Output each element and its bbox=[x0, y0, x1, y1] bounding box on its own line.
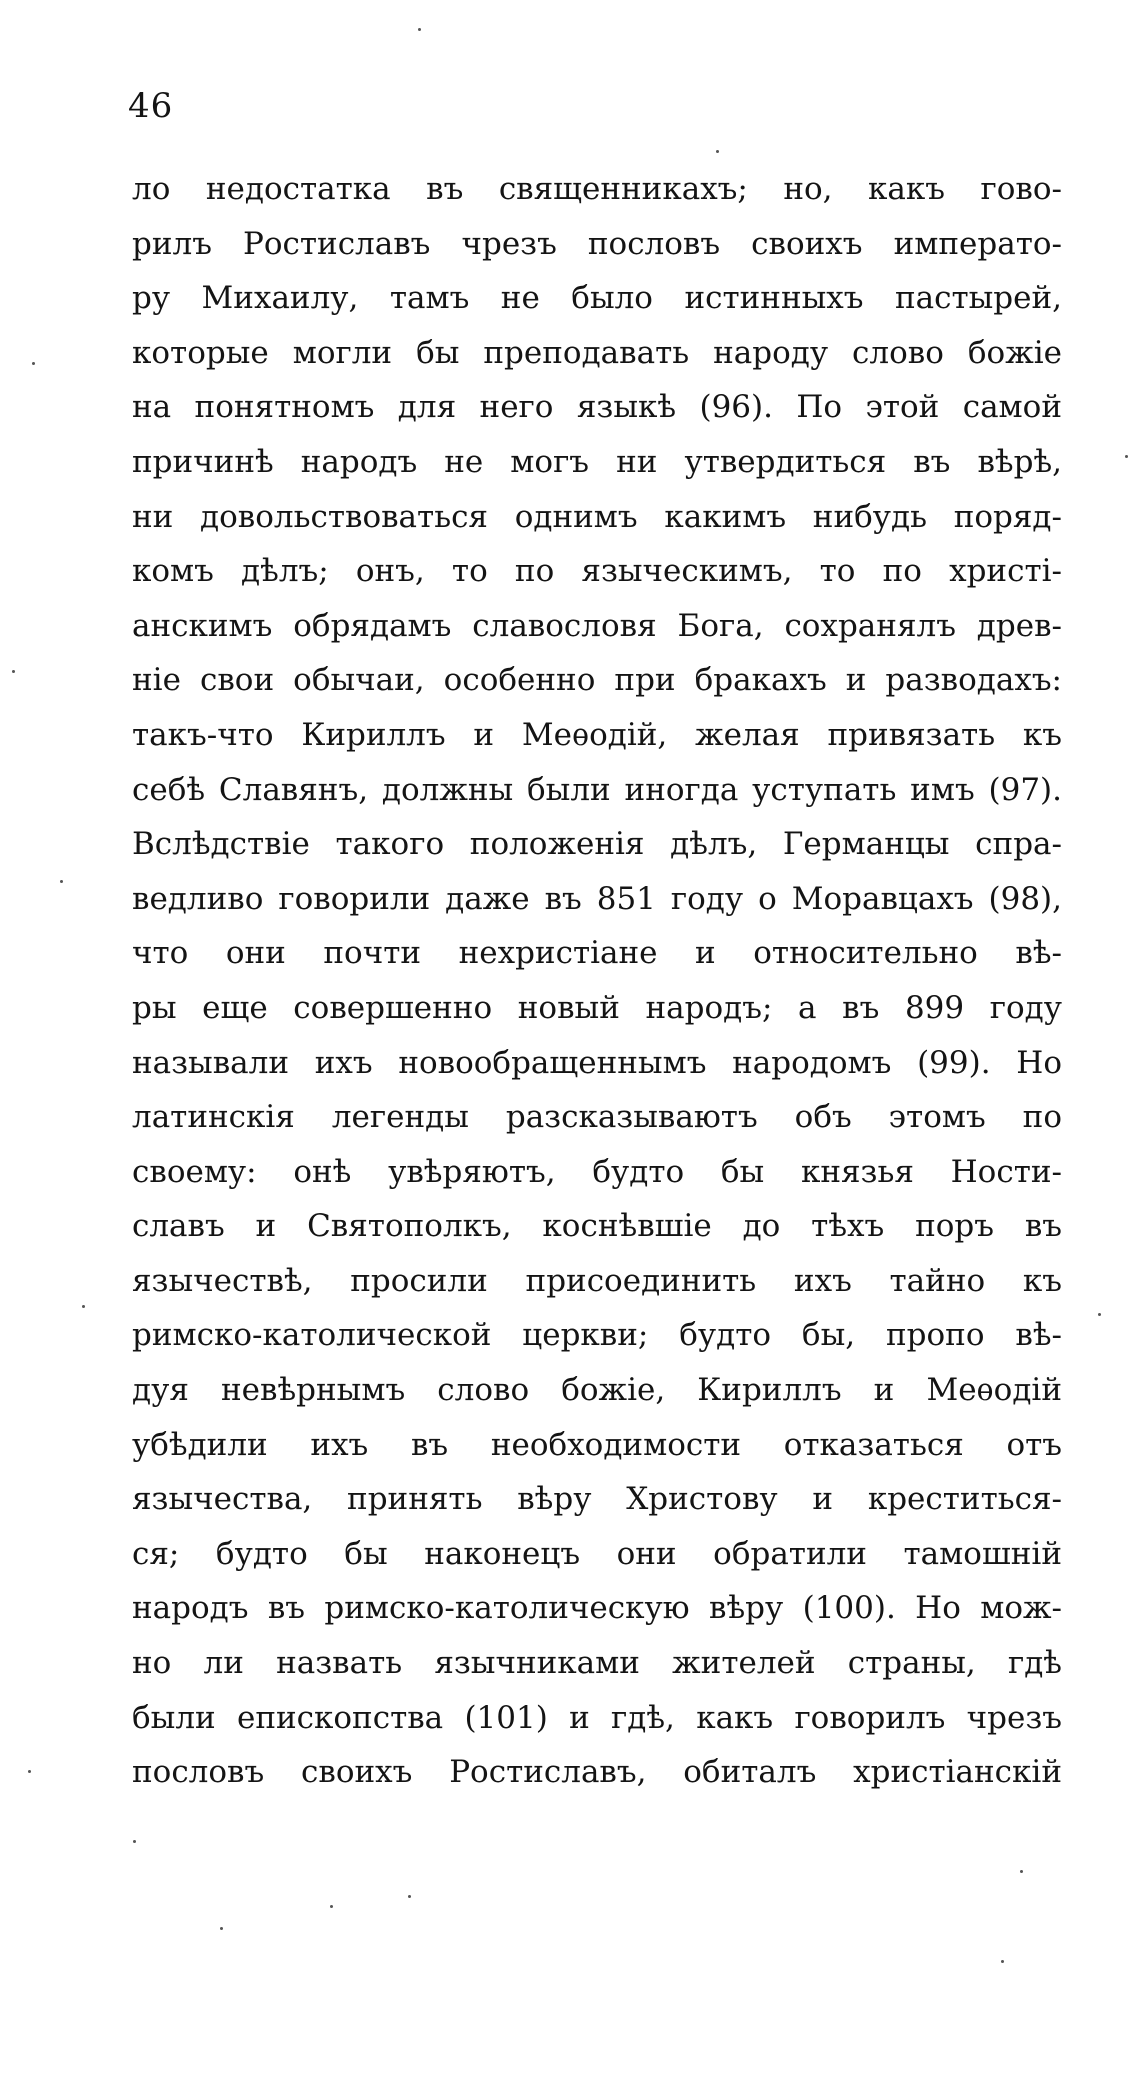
scan-speck bbox=[133, 1840, 136, 1843]
text-line: народъ въ римско-католическую вѣру (100). Но мож- bbox=[132, 1590, 1062, 1627]
scan-speck bbox=[28, 1770, 31, 1773]
text-line: дуя невѣрнымъ слово божіе, Кириллъ и Меѳодій bbox=[132, 1372, 1062, 1409]
text-line: рилъ Ростиславъ чрезъ пословъ своихъ императо- bbox=[132, 225, 1062, 262]
text-line: своему: онѣ увѣряютъ, будто бы князья Ности- bbox=[132, 1153, 1062, 1190]
scan-speck bbox=[32, 362, 35, 365]
text-line: язычествѣ, просили присоединить ихъ тайно къ bbox=[132, 1262, 1062, 1299]
scan-speck bbox=[1001, 1960, 1004, 1963]
text-line: славъ и Святополкъ, коснѣвшіе до тѣхъ поръ въ bbox=[132, 1208, 1062, 1245]
text-line: на понятномъ для него языкѣ (96). По этой самой bbox=[132, 389, 1062, 426]
scan-speck bbox=[330, 1905, 333, 1908]
text-line: ло недостатка въ священникахъ; но, какъ гово- bbox=[132, 171, 1062, 207]
scan-speck bbox=[716, 150, 719, 153]
text-line: называли ихъ новообращеннымъ народомъ (99). Но bbox=[132, 1044, 1062, 1081]
body-text bbox=[132, 162, 1062, 1800]
text-line: но ли назвать язычниками жителей страны, гдѣ bbox=[132, 1645, 1062, 1682]
text-line: что они почти нехристіане и относительно вѣ- bbox=[132, 935, 1062, 972]
page-number: 46 bbox=[128, 86, 174, 126]
text-line: ніе свои обычаи, особенно при бракахъ и разводахъ: bbox=[132, 662, 1062, 699]
text-line: анскимъ обрядамъ славословя Бога, сохранялъ древ- bbox=[132, 607, 1062, 644]
text-line: Вслѣдствіе такого положенія дѣлъ, Германцы спра- bbox=[132, 826, 1062, 863]
text-line: комъ дѣлъ; онъ, то по языческимъ, то по христі- bbox=[132, 553, 1062, 590]
text-line: пословъ своихъ Ростиславъ, обиталъ христіанскій bbox=[132, 1754, 1062, 1791]
text-line: такъ-что Кириллъ и Меѳодій, желая привязать къ bbox=[132, 716, 1062, 753]
scan-speck bbox=[82, 1305, 85, 1308]
text-line: себѣ Славянъ, должны были иногда уступать имъ (97). bbox=[132, 771, 1062, 808]
scan-speck bbox=[60, 880, 63, 883]
text-line: были епископства (101) и гдѣ, какъ говорилъ чрезъ bbox=[132, 1699, 1062, 1736]
scan-speck bbox=[220, 1927, 223, 1930]
scan-speck bbox=[408, 1895, 411, 1898]
text-line: которые могли бы преподавать народу слово божіе bbox=[132, 334, 1062, 371]
text-line: ся; будто бы наконецъ они обратили тамошній bbox=[132, 1535, 1062, 1572]
text-line: римско-католической церкви; будто бы, пропо вѣ- bbox=[132, 1317, 1062, 1354]
scan-speck bbox=[1098, 1313, 1101, 1316]
text-line: ни довольствоваться однимъ какимъ нибудь поряд- bbox=[132, 498, 1062, 535]
scan-speck bbox=[418, 28, 421, 31]
text-line: причинѣ народъ не могъ ни утвердиться въ вѣрѣ, bbox=[132, 443, 1062, 480]
scan-speck bbox=[1125, 455, 1128, 458]
text-line: ры еще совершенно новый народъ; а въ 899 году bbox=[132, 989, 1062, 1026]
scan-speck bbox=[12, 670, 15, 673]
text-line: ведливо говорили даже въ 851 году о Моравцахъ (98), bbox=[132, 880, 1062, 917]
text-line: латинскія легенды разсказываютъ объ этомъ по bbox=[132, 1099, 1062, 1136]
scan-speck bbox=[1020, 1870, 1023, 1873]
text-line: язычества, принять вѣру Христову и креститься- bbox=[132, 1481, 1062, 1518]
text-line: ру Михаилу, тамъ не было истинныхъ пастырей, bbox=[132, 280, 1062, 317]
text-line: убѣдили ихъ въ необходимости отказаться отъ bbox=[132, 1426, 1062, 1463]
